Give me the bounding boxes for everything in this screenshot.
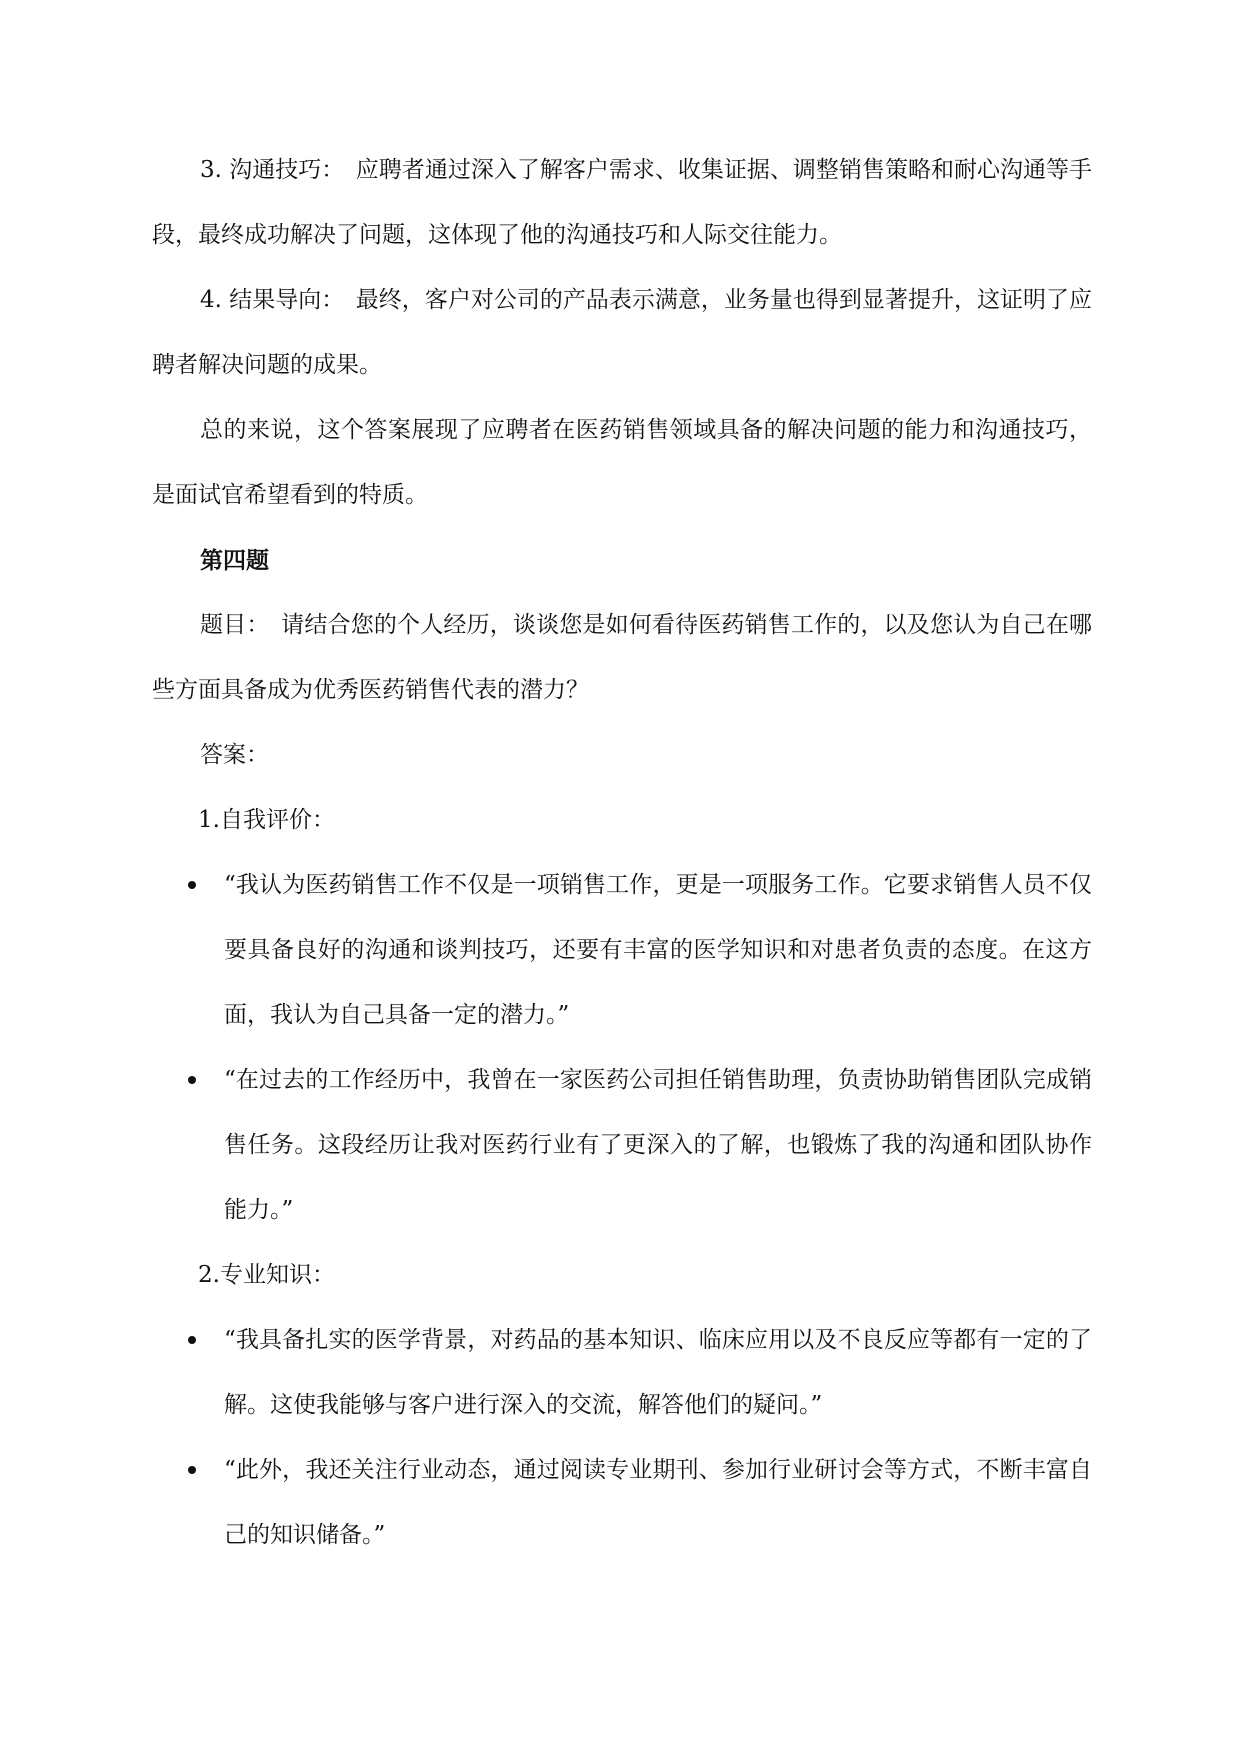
list-item — [152, 1438, 1092, 1568]
list-item — [152, 853, 1092, 1048]
bullet-icon — [188, 1076, 196, 1084]
professional-knowledge-list — [152, 1308, 1092, 1568]
paragraph-result-oriented: 4. 结果导向： 最终，客户对公司的产品表示满意，业务量也得到显著提升，这证明了应聘者解决问题的成果。 — [152, 287, 1092, 378]
section-heading: 第四题 — [200, 547, 269, 574]
list-item — [152, 1308, 1092, 1438]
answer-label: 答案： — [200, 742, 269, 768]
question-paragraph: 题目： 请结合您的个人经历，谈谈您是如何看待医药销售工作的，以及您认为自己在哪些方面具备成为优秀医药销售代表的潜力？ — [152, 612, 1092, 703]
subheading-self-evaluation: 1.自我评价： — [198, 807, 335, 833]
list-item-text: “此外，我还关注行业动态，通过阅读专业期刊、参加行业研讨会等方式，不断丰富自己的知识储备。” — [224, 1457, 1092, 1548]
paragraph-communication-skills: 3. 沟通技巧： 应聘者通过深入了解客户需求、收集证据、调整销售策略和耐心沟通等手段，最终成功解决了问题，这体现了他的沟通技巧和人际交往能力。 — [152, 157, 1092, 248]
self-evaluation-list — [152, 853, 1092, 1243]
list-item-text: “在过去的工作经历中，我曾在一家医药公司担任销售助理，负责协助销售团队完成销售任务。这段经历让我对医药行业有了更深入的了解，也锻炼了我的沟通和团队协作能力。” — [224, 1067, 1092, 1223]
bullet-icon — [188, 1466, 196, 1474]
document-page — [152, 138, 1092, 1568]
bullet-icon — [188, 1336, 196, 1344]
list-item-text: “我具备扎实的医学背景，对药品的基本知识、临床应用以及不良反应等都有一定的了解。这使我能够与客户进行深入的交流，解答他们的疑问。” — [224, 1327, 1092, 1418]
bullet-icon — [188, 881, 196, 889]
list-item — [152, 1048, 1092, 1243]
paragraph-summary: 总的来说，这个答案展现了应聘者在医药销售领域具备的解决问题的能力和沟通技巧，是面试官希望看到的特质。 — [152, 417, 1092, 508]
list-item-text: “我认为医药销售工作不仅是一项销售工作，更是一项服务工作。它要求销售人员不仅要具备良好的沟通和谈判技巧，还要有丰富的医学知识和对患者负责的态度。在这方面，我认为自己具备一定的潜力。” — [224, 872, 1092, 1028]
subheading-professional-knowledge: 2.专业知识： — [198, 1262, 335, 1288]
